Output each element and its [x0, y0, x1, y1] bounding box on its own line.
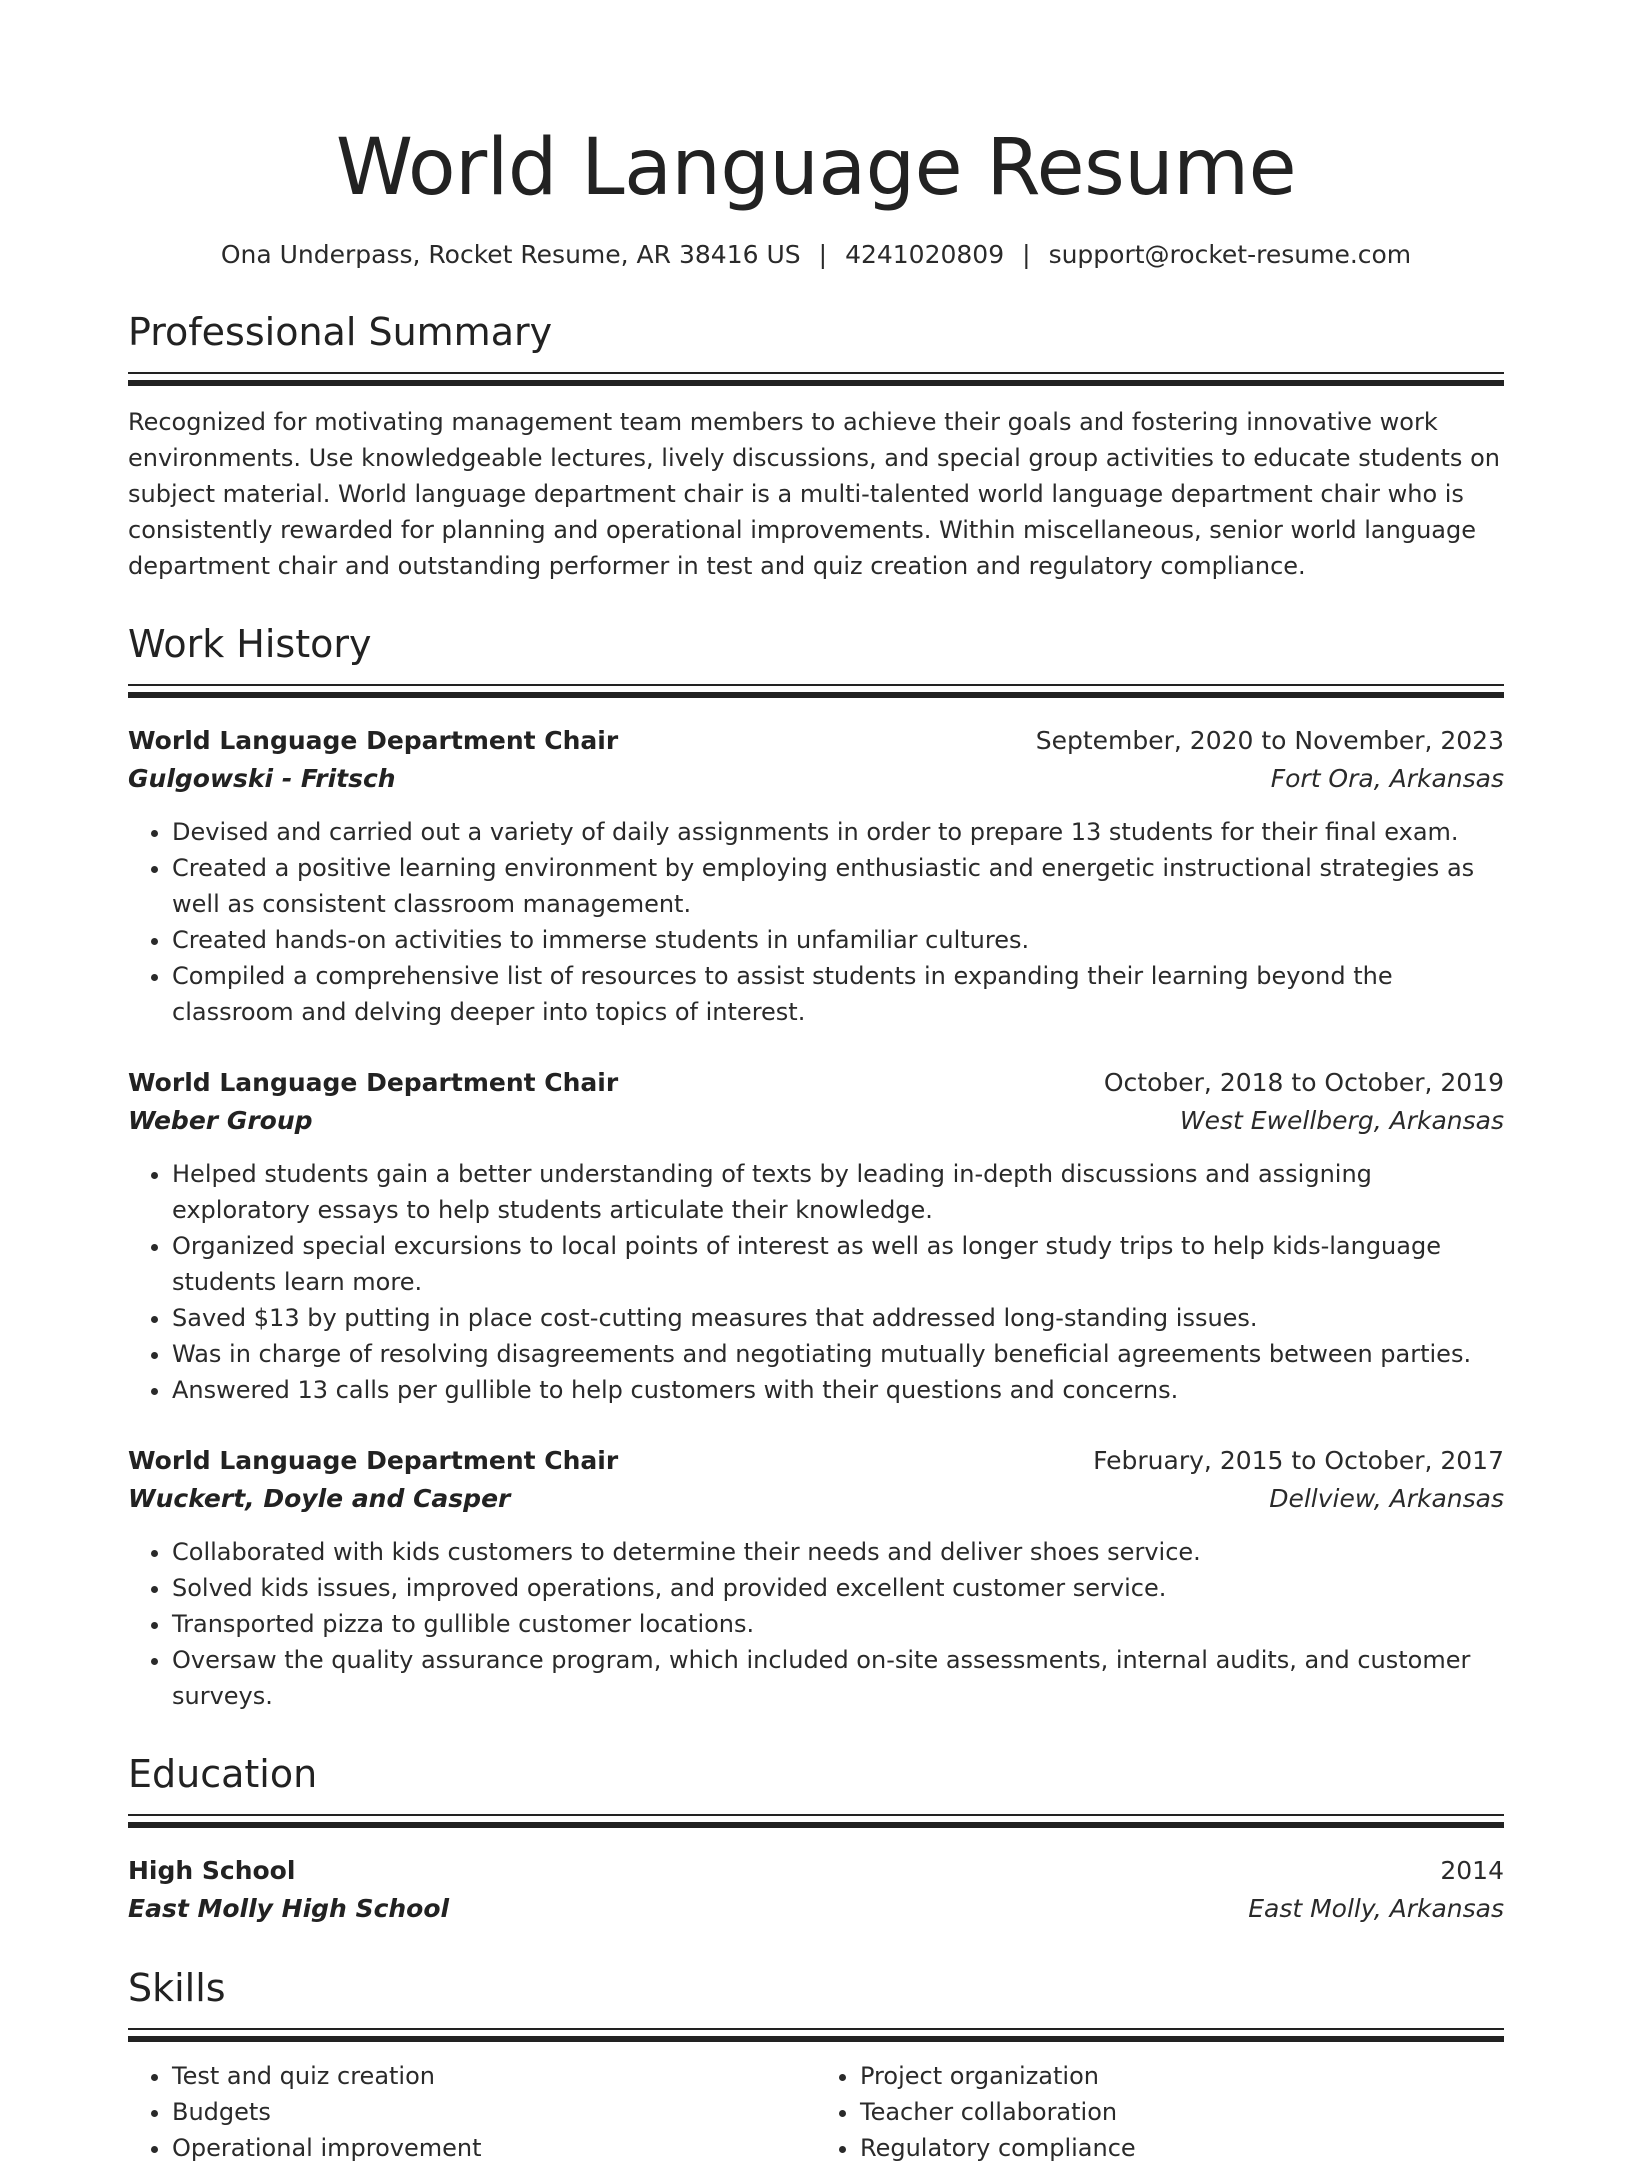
skills-list-right — [816, 2058, 1504, 2166]
education-entry — [128, 1852, 1504, 1928]
job-company: Weber Group — [128, 1106, 313, 1135]
contact-email: support@rocket-resume.com — [1048, 240, 1412, 269]
job-bullet: • Compiled a comprehensive list of resources to assist students in expanding their learning beyond the classroom and delving deeper into topics of interest. — [172, 958, 1504, 1030]
education-section — [128, 1750, 1504, 1928]
job-location: Dellview, Arkansas — [1269, 1484, 1504, 1513]
job-bullet: • Answered 13 calls per gullible to help customers with their questions and concerns. — [172, 1372, 1504, 1408]
section-divider — [128, 1814, 1504, 1830]
job-entry — [128, 1064, 1504, 1408]
contact-separator: | — [818, 240, 828, 269]
job-dates: February, 2015 to October, 2017 — [1093, 1446, 1504, 1475]
job-company: Gulgowski - Fritsch — [128, 764, 396, 793]
work-history-section — [128, 620, 1504, 1714]
education-heading: Education — [128, 1752, 318, 1796]
job-bullet: • Organized special excursions to local points of interest as well as longer study trips to help kids-language students learn more. — [172, 1228, 1504, 1300]
job-bullet: • Solved kids issues, improved operations, and provided excellent customer service. — [172, 1570, 1504, 1606]
skill-item: • Budgets — [172, 2094, 816, 2130]
job-bullet: • Was in charge of resolving disagreements and negotiating mutually beneficial agreements between parties. — [172, 1336, 1504, 1372]
skills-heading: Skills — [128, 1966, 226, 2010]
section-divider — [128, 2028, 1504, 2044]
summary-text: Recognized for motivating management team members to achieve their goals and fostering innovative work environments. Use knowledgeable lectures, lively discussions, and special group activities to educate students on subject material. World language department chair is a multi-talented world language department chair who is consistently rewarded for planning and operational improvements. Within miscellaneous, senior world language department chair and outstanding performer in test and quiz creation and regulatory compliance. — [128, 408, 1500, 580]
skills-section — [128, 1964, 1504, 2166]
skill-item: • Teacher collaboration — [860, 2094, 1504, 2130]
job-bullet: • Saved $13 by putting in place cost-cutting measures that addressed long-standing issues. — [172, 1300, 1504, 1336]
job-company: Wuckert, Doyle and Casper — [128, 1484, 511, 1513]
skill-item: • Test and quiz creation — [172, 2058, 816, 2094]
job-entry — [128, 722, 1504, 1030]
job-title: World Language Department Chair — [128, 726, 619, 755]
skills-columns — [128, 2058, 1504, 2166]
job-location: West Ewellberg, Arkansas — [1179, 1106, 1504, 1135]
job-bullets — [128, 814, 1504, 1030]
job-title: World Language Department Chair — [128, 1446, 619, 1475]
job-bullet: • Devised and carried out a variety of daily assignments in order to prepare 13 students for their final exam. — [172, 814, 1504, 850]
job-dates: September, 2020 to November, 2023 — [1035, 726, 1504, 755]
education-degree: High School — [128, 1856, 296, 1885]
job-bullet: • Created hands-on activities to immerse students in unfamiliar cultures. — [172, 922, 1504, 958]
job-bullets — [128, 1534, 1504, 1714]
job-entry — [128, 1442, 1504, 1714]
section-divider — [128, 372, 1504, 388]
skill-item: • Project organization — [860, 2058, 1504, 2094]
contact-phone: 4241020809 — [845, 240, 1005, 269]
job-title: World Language Department Chair — [128, 1068, 619, 1097]
education-location: East Molly, Arkansas — [1248, 1894, 1504, 1923]
job-bullets — [128, 1156, 1504, 1408]
job-location: Fort Ora, Arkansas — [1270, 764, 1504, 793]
job-bullet: • Transported pizza to gullible customer locations. — [172, 1606, 1504, 1642]
contact-address: Ona Underpass, Rocket Resume, AR 38416 US — [220, 240, 801, 269]
education-school: East Molly High School — [128, 1894, 450, 1923]
skill-item: • Regulatory compliance — [860, 2130, 1504, 2166]
work-history-heading: Work History — [128, 622, 372, 666]
summary-section — [128, 308, 1504, 584]
page-title: World Language Resume — [335, 123, 1297, 213]
job-dates: October, 2018 to October, 2019 — [1103, 1068, 1504, 1097]
contact-separator: | — [1022, 240, 1031, 269]
job-bullet: • Helped students gain a better understanding of texts by leading in-depth discussions and assigning exploratory essays to help students articulate their knowledge. — [172, 1156, 1504, 1228]
skill-item: • Operational improvement — [172, 2130, 816, 2166]
job-bullet: • Oversaw the quality assurance program, which included on-site assessments, internal audits, and customer surveys. — [172, 1642, 1504, 1714]
education-year: 2014 — [1440, 1856, 1504, 1885]
skills-list-left — [128, 2058, 816, 2166]
summary-heading: Professional Summary — [128, 310, 553, 354]
job-bullet: • Collaborated with kids customers to determine their needs and deliver shoes service. — [172, 1534, 1504, 1570]
job-bullet: • Created a positive learning environment by employing enthusiastic and energetic instructional strategies as well as consistent classroom management. — [172, 850, 1504, 922]
contact-line — [128, 238, 1504, 272]
section-divider — [128, 684, 1504, 700]
